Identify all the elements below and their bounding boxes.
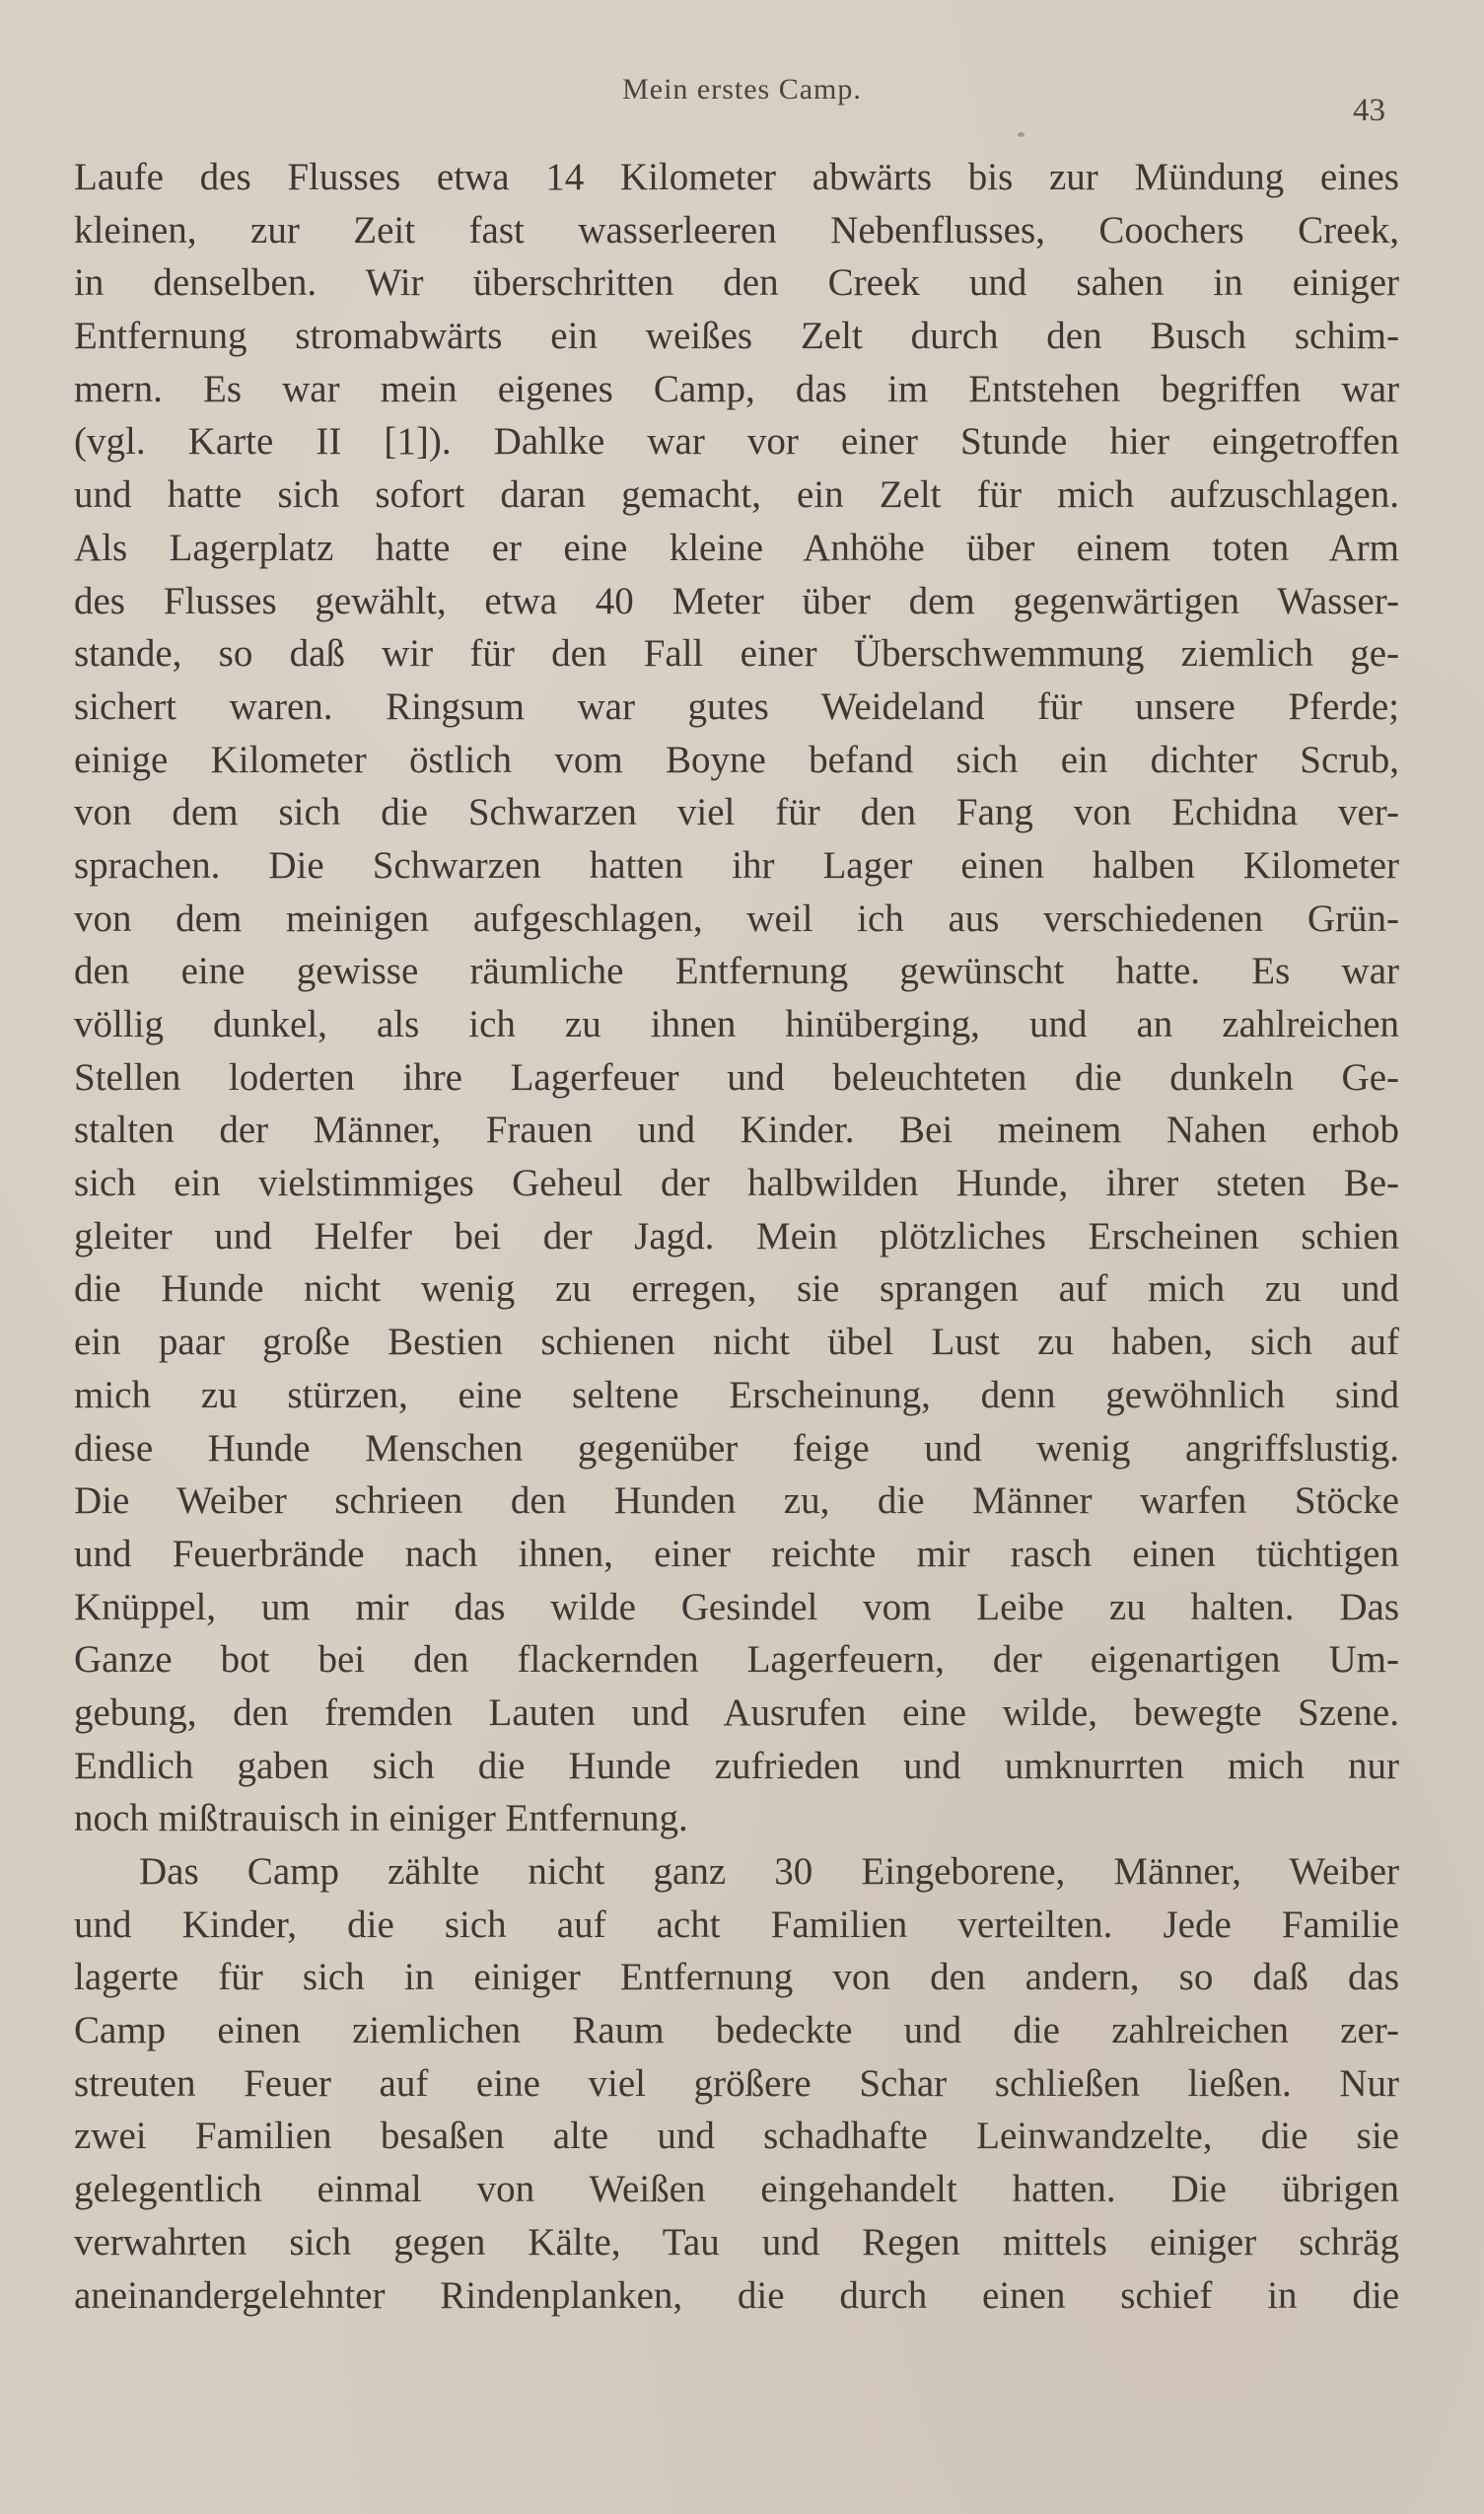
- text-line: einige Kilometer östlich vom Boyne befand sich ein dichter Scrub,: [74, 738, 1399, 781]
- text-line: von dem sich die Schwarzen viel für den Fang von Echidna ver-: [74, 791, 1399, 834]
- page-number: 43: [1353, 93, 1385, 128]
- text-line: Laufe des Flusses etwa 14 Kilometer abwärts bis zur Mündung eines: [74, 156, 1399, 198]
- text-line: sich ein vielstimmiges Geheul der halbwilden Hunde, ihrer steten Be-: [74, 1162, 1399, 1205]
- running-head: Mein erstes Camp.: [622, 73, 862, 106]
- text-line: die Hunde nicht wenig zu erregen, sie sprangen auf mich zu und: [74, 1267, 1399, 1311]
- text-line: des Flusses gewählt, etwa 40 Meter über dem gegenwärtigen Wasser-: [74, 579, 1399, 622]
- text-line: stande, so daß wir für den Fall einer Überschwemmung ziemlich ge-: [74, 632, 1399, 676]
- text-line: völlig dunkel, als ich zu ihnen hinüberging, und an zahlreichen: [74, 1003, 1399, 1045]
- text-line: in denselben. Wir überschritten den Creek und sahen in einiger: [74, 261, 1399, 305]
- paragraph-end-line: noch mißtrauisch in einiger Entfernung.: [74, 1797, 688, 1840]
- text-line: lagerte für sich in einiger Entfernung von den andern, so daß das: [74, 1956, 1399, 1999]
- text-line: sprachen. Die Schwarzen hatten ihr Lager einen halben Kilometer: [74, 843, 1399, 887]
- text-line: Entfernung stromabwärts ein weißes Zelt durch den Busch schim-: [74, 315, 1399, 358]
- text-line: (vgl. Karte II [1]). Dahlke war vor einer Stunde hier eingetroffen: [74, 420, 1399, 464]
- text-line: Endlich gaben sich die Hunde zufrieden und umknurrten mich nur: [74, 1744, 1399, 1787]
- text-line: stalten der Männer, Frauen und Kinder. Bei meinem Nahen erhob: [74, 1109, 1399, 1152]
- text-line: Ganze bot bei den flackernden Lagerfeuern, der eigenartigen Um-: [74, 1638, 1399, 1682]
- text-line: sichert waren. Ringsum war gutes Weideland für unsere Pferde;: [74, 684, 1399, 728]
- paper-speck: [1018, 132, 1025, 137]
- text-line: streuten Feuer auf eine viel größere Schar schließen ließen. Nur: [74, 2061, 1399, 2105]
- text-line: zwei Familien besaßen alte und schadhafte Leinwandzelte, die sie: [74, 2115, 1399, 2158]
- text-line: von dem meinigen aufgeschlagen, weil ich aus verschiedenen Grün-: [74, 897, 1399, 940]
- text-line: Stellen loderten ihre Lagerfeuer und beleuchteten die dunkeln Ge-: [74, 1055, 1399, 1099]
- text-line: und hatte sich sofort daran gemacht, ein Zelt für mich aufzuschlagen.: [74, 473, 1399, 517]
- text-line: verwahrten sich gegen Kälte, Tau und Regen mittels einiger schräg: [74, 2220, 1399, 2263]
- text-line: aneinandergelehnter Rindenplanken, die durch einen schief in die: [74, 2273, 1399, 2317]
- text-line: und Kinder, die sich auf acht Familien verteilten. Jede Familie: [74, 1903, 1399, 1946]
- text-line: gelegentlich einmal von Weißen eingehandelt hatten. Die übrigen: [74, 2168, 1399, 2211]
- text-line: Knüppel, um mir das wilde Gesindel vom Leibe zu halten. Das: [74, 1585, 1399, 1628]
- text-line: ein paar große Bestien schienen nicht übel Lust zu haben, sich auf: [74, 1321, 1399, 1364]
- text-line: gleiter und Helfer bei der Jagd. Mein plötzliches Erscheinen schien: [74, 1214, 1399, 1257]
- text-line: diese Hunde Menschen gegenüber feige und wenig angriffslustig.: [74, 1426, 1399, 1470]
- text-line: mern. Es war mein eigenes Camp, das im Entstehen begriffen war: [74, 367, 1399, 410]
- text-line: Die Weiber schrieen den Hunden zu, die Männer warfen Stöcke: [74, 1479, 1399, 1523]
- text-line: Camp einen ziemlichen Raum bedeckte und die zahlreichen zer-: [74, 2009, 1399, 2052]
- text-line: kleinen, zur Zeit fast wasserleeren Nebenflusses, Coochers Creek,: [74, 208, 1399, 251]
- text-line: Als Lagerplatz hatte er eine kleine Anhöhe über einem toten Arm: [74, 526, 1399, 569]
- text-line: den eine gewisse räumliche Entfernung gewünscht hatte. Es war: [74, 950, 1399, 993]
- text-line: gebung, den fremden Lauten und Ausrufen eine wilde, bewegte Szene.: [74, 1690, 1399, 1734]
- body-text: [74, 151, 1399, 2322]
- text-line: mich zu stürzen, eine seltene Erscheinung, denn gewöhnlich sind: [74, 1373, 1399, 1416]
- paragraph-start-line: Das Camp zählte nicht ganz 30 Eingeborene, Männer, Weiber: [139, 1850, 1399, 1893]
- text-line: und Feuerbrände nach ihnen, einer reichte mir rasch einen tüchtigen: [74, 1532, 1399, 1575]
